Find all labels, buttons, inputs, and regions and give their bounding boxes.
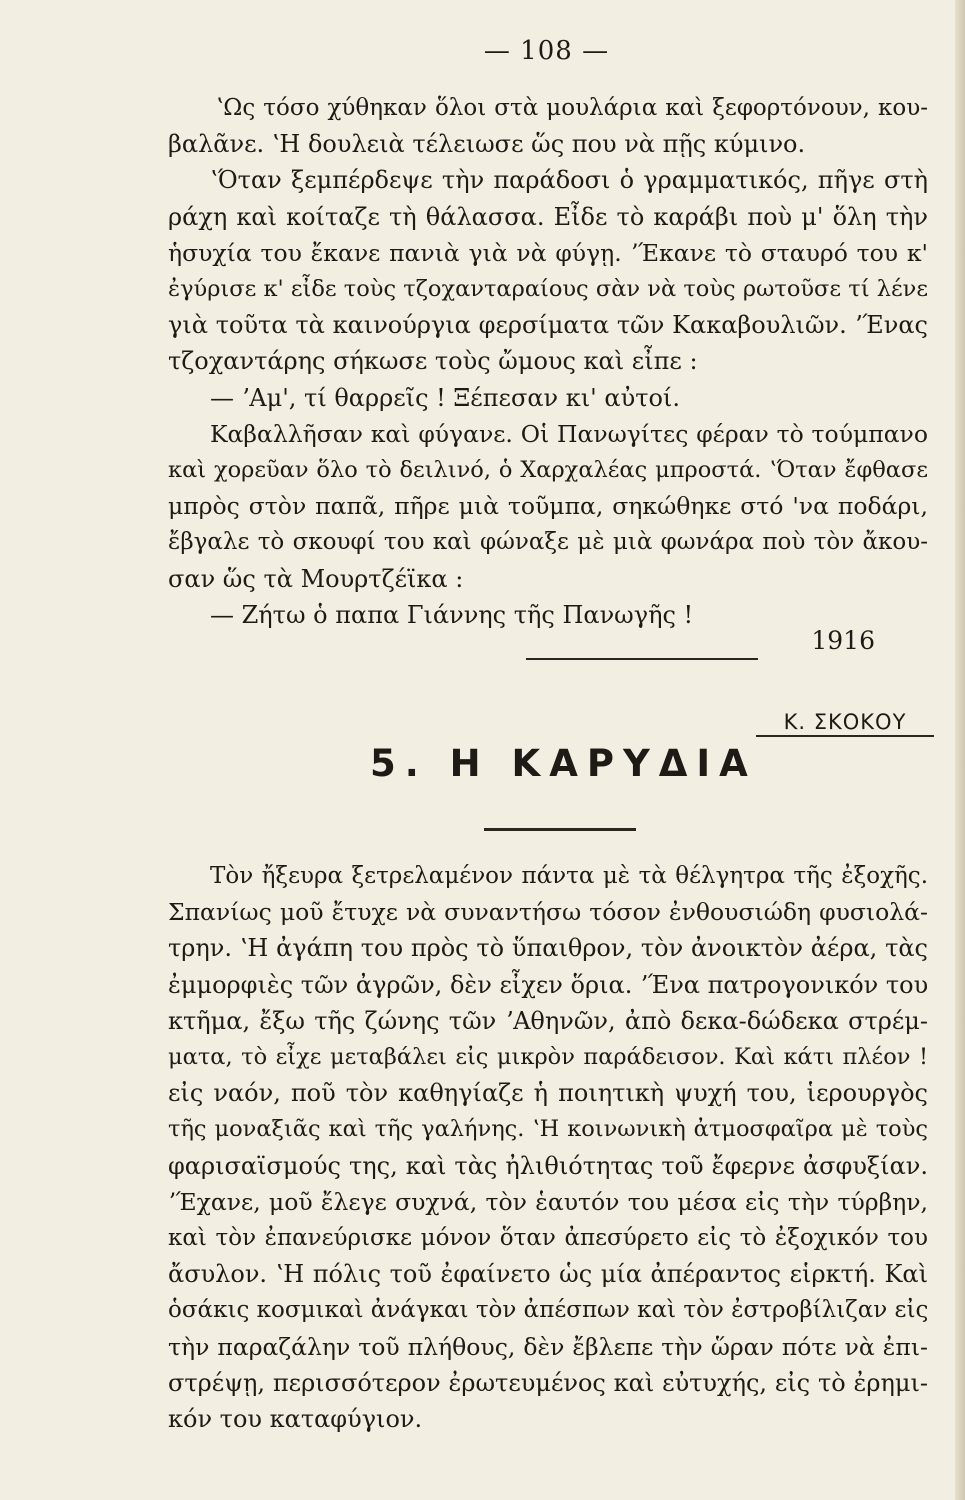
- story-one-line: ράχη καὶ κοίταζε τὴ θάλασσα. Εἶδε τὸ καράβι ποὺ μ' ὅλη τὴν: [168, 202, 928, 231]
- story-two-text: [168, 858, 928, 1437]
- story-two-line: ἐμμορφιὲς τῶν ἀγρῶν, δὲν εἶχεν ὅρια. ʼΈνα πατρογονικόν του: [168, 970, 929, 999]
- story-one-year: 1916: [811, 626, 875, 655]
- story-two-line: τρην. ʽΗ ἀγάπη του πρὸς τὸ ὕπαιθρον, τὸν ἀνοικτὸν ἀέρα, τὰς: [168, 934, 928, 963]
- story-one-line: ʽΌταν ξεμπέρδεψε τὴν παράδοσι ὁ γραμματικός, πῆγε στὴ: [210, 166, 928, 195]
- story-two-line: κτῆμα, ἔξω τῆς ζώνης τῶν ʼΑθηνῶν, ἀπὸ δεκα-δώδεκα στρέμ-: [168, 1006, 928, 1035]
- story-two-line: κόν του καταφύγιον.: [168, 1405, 423, 1434]
- story-one-line: ʽΩς τόσο χύθηκαν ὅλοι στὰ μουλάρια καὶ ξεφορτόνουν, κου-: [216, 95, 928, 121]
- section-divider: [526, 658, 758, 660]
- story-one-line: μπρὸς στὸν παπᾶ, πῆρε μιὰ τοῦμπα, σηκώθηκε στό 'να ποδάρι,: [168, 492, 928, 521]
- story-one-line: τζοχαντάρης σήκωσε τοὺς ὤμους καὶ εἶπε :: [168, 347, 698, 376]
- story-one-line: ἔβγαλε τὸ σκουφί του καὶ φώναξε μὲ μιὰ φωνάρα ποὺ τὸν ἄκου-: [168, 529, 928, 556]
- story-one-line: σαν ὥς τὰ Μουρτζέϊκα :: [168, 564, 464, 593]
- story-two-line: καὶ τὸν ἐπανεύρισκε μόνον ὅταν ἀπεσύρετο εἰς τὸ ἐξοχικόν του: [168, 1225, 928, 1252]
- story-two-line: Σπανίως μοῦ ἔτυχε νὰ συναντήσω τόσον ἐνθουσιώδη φυσιολά-: [168, 898, 928, 927]
- story-two-line: τὴν παραζάλην τοῦ πλήθους, δὲν ἔβλεπε τὴν ὥραν πότε νὰ ἐπι-: [168, 1332, 928, 1361]
- story-two-line: ʼΈχανε, μοῦ ἔλεγε συχνά, τὸν ἑαυτόν του μέσα εἰς τὴν τύρβην,: [168, 1187, 928, 1216]
- story-one-dialogue-line: — ʼΑμ', τί θαρρεῖς ! Ξέπεσαν κι' αὐτοί.: [210, 383, 680, 412]
- story-one-line: ἡσυχία του ἔκανε πανιὰ γιὰ νὰ φύγῃ. ʼΈκανε τὸ σταυρό του κ': [168, 238, 928, 267]
- story-one-line: γιὰ τοῦτα τὰ καινούργια φερσίματα τῶν Κακαβουλιῶν. ʼΈνας: [168, 311, 928, 340]
- story-two-line: τῆς μοναξιᾶς καὶ τῆς γαλήνης. ʽΗ κοινωνικὴ ἀτμοσφαῖρα μὲ τοὺς: [168, 1116, 928, 1143]
- story-two-line: Τὸν ἤξευρα ξετρελαμένον πάντα μὲ τὰ θέλγητρα τῆς ἐξοχῆς.: [210, 863, 928, 889]
- story-one-line: ἐγύρισε κ' εἶδε τοὺς τζοχανταραίους σὰν νὰ τοὺς ρωτοῦσε τί λένε: [168, 276, 928, 303]
- story-one-line: καὶ χορεῦαν ὅλο τὸ δειλινό, ὁ Χαρχαλέας μπροστά. ʽΌταν ἔφθασε: [168, 457, 928, 484]
- story-two-line: εἰς ναόν, ποῦ τὸν καθηγίαζε ἡ ποιητικὴ ψυχή του, ἱερουργὸς: [168, 1079, 928, 1108]
- story-one-line: Καβαλλῆσαν καὶ φύγανε. Οἱ Πανωγίτες φέραν τὸ τούμπανο: [210, 419, 928, 448]
- story-one-dialogue-line: — Ζήτω ὁ παπα Γιάννης τῆς Πανωγῆς !: [210, 600, 694, 629]
- section-title: 5. Η ΚΑΡΥΔΙΑ: [370, 742, 757, 785]
- page-edge-shadow: [955, 0, 965, 1500]
- story-two-line: στρέψῃ, περισσότερον ἐρωτευμένος καὶ εὐτυχής, εἰς τὸ ἐρημι-: [168, 1368, 928, 1397]
- story-two-line: ματα, τὸ εἶχε μεταβάλει εἰς μικρὸν παράδεισον. Καὶ κάτι πλέον !: [168, 1044, 928, 1071]
- story-two-line: ὁσάκις κοσμικαὶ ἀνάγκαι τὸν ἀπέσπων καὶ τὸν ἐστροβίλιζαν εἰς: [168, 1297, 929, 1324]
- title-underline: [484, 828, 636, 831]
- story-one-text: [168, 90, 928, 633]
- page-number: — 108 —: [483, 36, 610, 66]
- author-name: Κ. ΣΚΟΚΟΥ: [756, 710, 934, 737]
- story-two-line: ἄσυλον. ʽΗ πόλις τοῦ ἐφαίνετο ὡς μία ἀπέραντος εἱρκτή. Καὶ: [168, 1260, 928, 1289]
- story-two-line: φαρισαϊσμούς της, καὶ τὰς ἠλιθιότητας τοῦ ἔφερνε ἀσφυξίαν.: [168, 1151, 928, 1180]
- story-one-line: βαλᾶνε. ʽΗ δουλειὰ τέλειωσε ὥς που νὰ πῇς κύμινο.: [168, 130, 806, 159]
